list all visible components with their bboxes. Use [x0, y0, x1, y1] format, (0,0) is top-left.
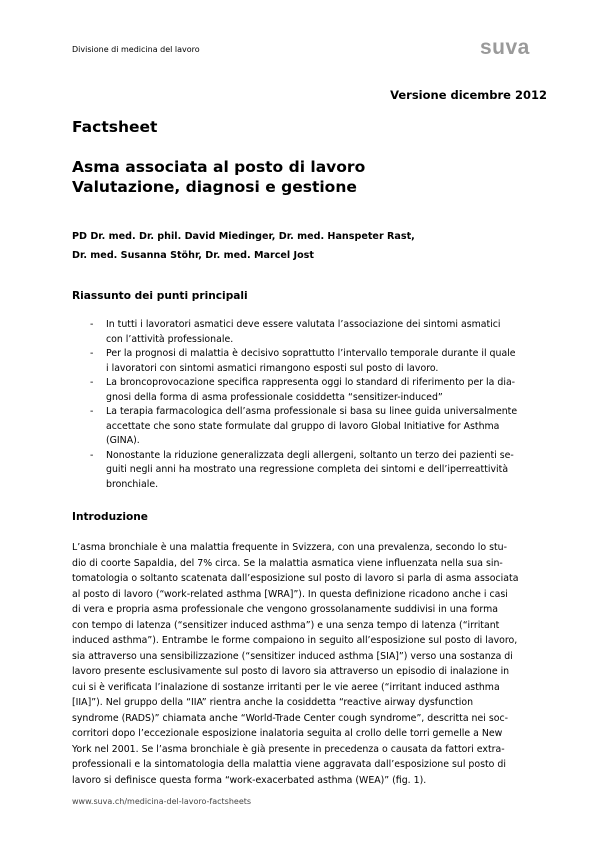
paragraph-line: York nel 2001. Se l’asma bronchiale è già presente in precedenza o causata da fattori extra-	[72, 743, 505, 755]
author-line: PD Dr. med. Dr. phil. David Miedinger, Dr. med. Hanspeter Rast,	[72, 231, 415, 242]
paragraph-line: lavoro presente esclusivamente sul posto di lavoro sia attraverso un episodio di inalazione in	[72, 666, 510, 677]
paragraph-line: cui si è verificata l’inalazione di sostanze irritanti per le vie aeree (“irritant induced asthma	[72, 681, 500, 693]
bullet-line: gnosi della forma di asma professionale cosiddetta “sensitizer-induced”	[106, 391, 443, 403]
paragraph-line: [IIA]”). Nel gruppo della “IIA” rientra anche la cosiddetta “reactive airway dysfunction	[72, 697, 474, 708]
introduction-heading: Introduzione	[72, 511, 148, 523]
summary-list	[90, 318, 550, 492]
summary-bullet: - Per la prognosi di malattia è decisivo soprattutto l’intervallo temporale durante il quale i lavoratori con sintomi asmatici rimangono esposti sul posto di lavoro.	[90, 347, 550, 376]
paragraph-line: di vera e propria asma professionale che vengono grossolanamente suddivisi in una forma	[72, 604, 498, 615]
paragraph-line: tomatologia o soltanto scatenata dall’esposizione sul posto di lavoro si parla di asma associata	[72, 573, 519, 584]
document-title	[72, 157, 365, 197]
paragraph-line: con tempo di latenza (“sensitizer induced asthma”) e una senza tempo di latenza (“irritant	[72, 619, 500, 631]
bullet-line: con l’attività professionale.	[106, 333, 234, 345]
bullet-line: i lavoratori con sintomi asmatici rimangono esposti sul posto di lavoro.	[106, 362, 439, 374]
suva-logo: suva	[480, 36, 530, 59]
bullet-line: bronchiale.	[106, 478, 159, 490]
bullet-line: La terapia farmacologica dell’asma professionale si basa su linee guida universalmente	[106, 406, 518, 417]
bullet-line: accettate che sono state formulate dal gruppo di lavoro Global Initiative for Asthma	[106, 420, 500, 432]
title-line: Valutazione, diagnosi e gestione	[72, 178, 357, 196]
introduction-paragraph	[72, 540, 548, 788]
author-line: Dr. med. Susanna Stöhr, Dr. med. Marcel Jost	[72, 249, 314, 261]
paragraph-line: professionali e la sintomatologia della malattia viene aggravata dall’esposizione sul posto di	[72, 759, 506, 770]
bullet-line: (GINA).	[106, 435, 140, 446]
paragraph-line: induced asthma”). Entrambe le forme compaiono in seguito all’esposizione sul posto di lavoro,	[72, 635, 518, 646]
bullet-line: guiti negli anni ha mostrato una regressione completa dei sintomi e dell’iperreattività	[106, 464, 509, 475]
footer-url[interactable]: www.suva.ch/medicina-del-lavoro-factsheets	[72, 797, 252, 806]
bullet-line: Per la prognosi di malattia è decisivo soprattutto l’intervallo temporale durante il quale	[106, 348, 516, 359]
paragraph-line: L’asma bronchiale è una malattia frequente in Svizzera, con una prevalenza, secondo lo stu-	[72, 542, 507, 553]
paragraph-line: dio di coorte Sapaldia, del 7% circa. Se la malattia asmatica viene influenzata nella sua sin-	[72, 557, 503, 569]
paragraph-line: al posto di lavoro (“work-related asthma [WRA]”). In questa definizione ricadono anche i casi	[72, 588, 508, 600]
summary-bullet: - La broncoprovocazione specifica rappresenta oggi lo standard di riferimento per la dia- gnosi della forma di asma professionale cosiddetta “sensitizer-induced”	[90, 376, 550, 405]
version-date: Versione dicembre 2012	[390, 88, 547, 102]
summary-bullet: - In tutti i lavoratori asmatici deve essere valutata l’associazione dei sintomi asmatici con l’attività professionale.	[90, 318, 550, 347]
summary-bullet: - La terapia farmacologica dell’asma professionale si basa su linee guida universalmente accettate che sono state formulate dal gruppo di lavoro Global Initiative for Asthma (GINA).	[90, 405, 550, 449]
bullet-line: In tutti i lavoratori asmatici deve essere valutata l’associazione dei sintomi asmatici	[106, 319, 501, 330]
bullet-line: Nonostante la riduzione generalizzata degli allergeni, soltanto un terzo dei pazienti se-	[106, 449, 514, 461]
document-type: Factsheet	[72, 118, 158, 136]
title-line: Asma associata al posto di lavoro	[72, 158, 366, 176]
paragraph-line: lavoro si definisce questa forma “work-exacerbated asthma (WEA)” (fig. 1).	[72, 774, 427, 786]
paragraph-line: corritori dopo l’eccezionale esposizione inalatoria seguita al crollo delle torri gemelle a New	[72, 728, 503, 739]
authors	[72, 228, 415, 265]
paragraph-line: sia attraverso una sensibilizzazione (“sensitizer induced asthma [SIA]”) verso una sostanza di	[72, 650, 513, 662]
summary-heading: Riassunto dei punti principali	[72, 290, 248, 302]
bullet-line: La broncoprovocazione specifica rappresenta oggi lo standard di riferimento per la dia-	[106, 377, 516, 388]
summary-bullet: - Nonostante la riduzione generalizzata degli allergeni, soltanto un terzo dei pazienti se- guiti negli anni ha mostrato una regressione completa dei sintomi e dell’iperreattività bronchiale.	[90, 449, 550, 493]
paragraph-line: syndrome (RADS)” chiamata anche “World-Trade Center cough syndrome”, descritta nei soc-	[72, 712, 509, 724]
division-label: Divisione di medicina del lavoro	[72, 45, 200, 54]
